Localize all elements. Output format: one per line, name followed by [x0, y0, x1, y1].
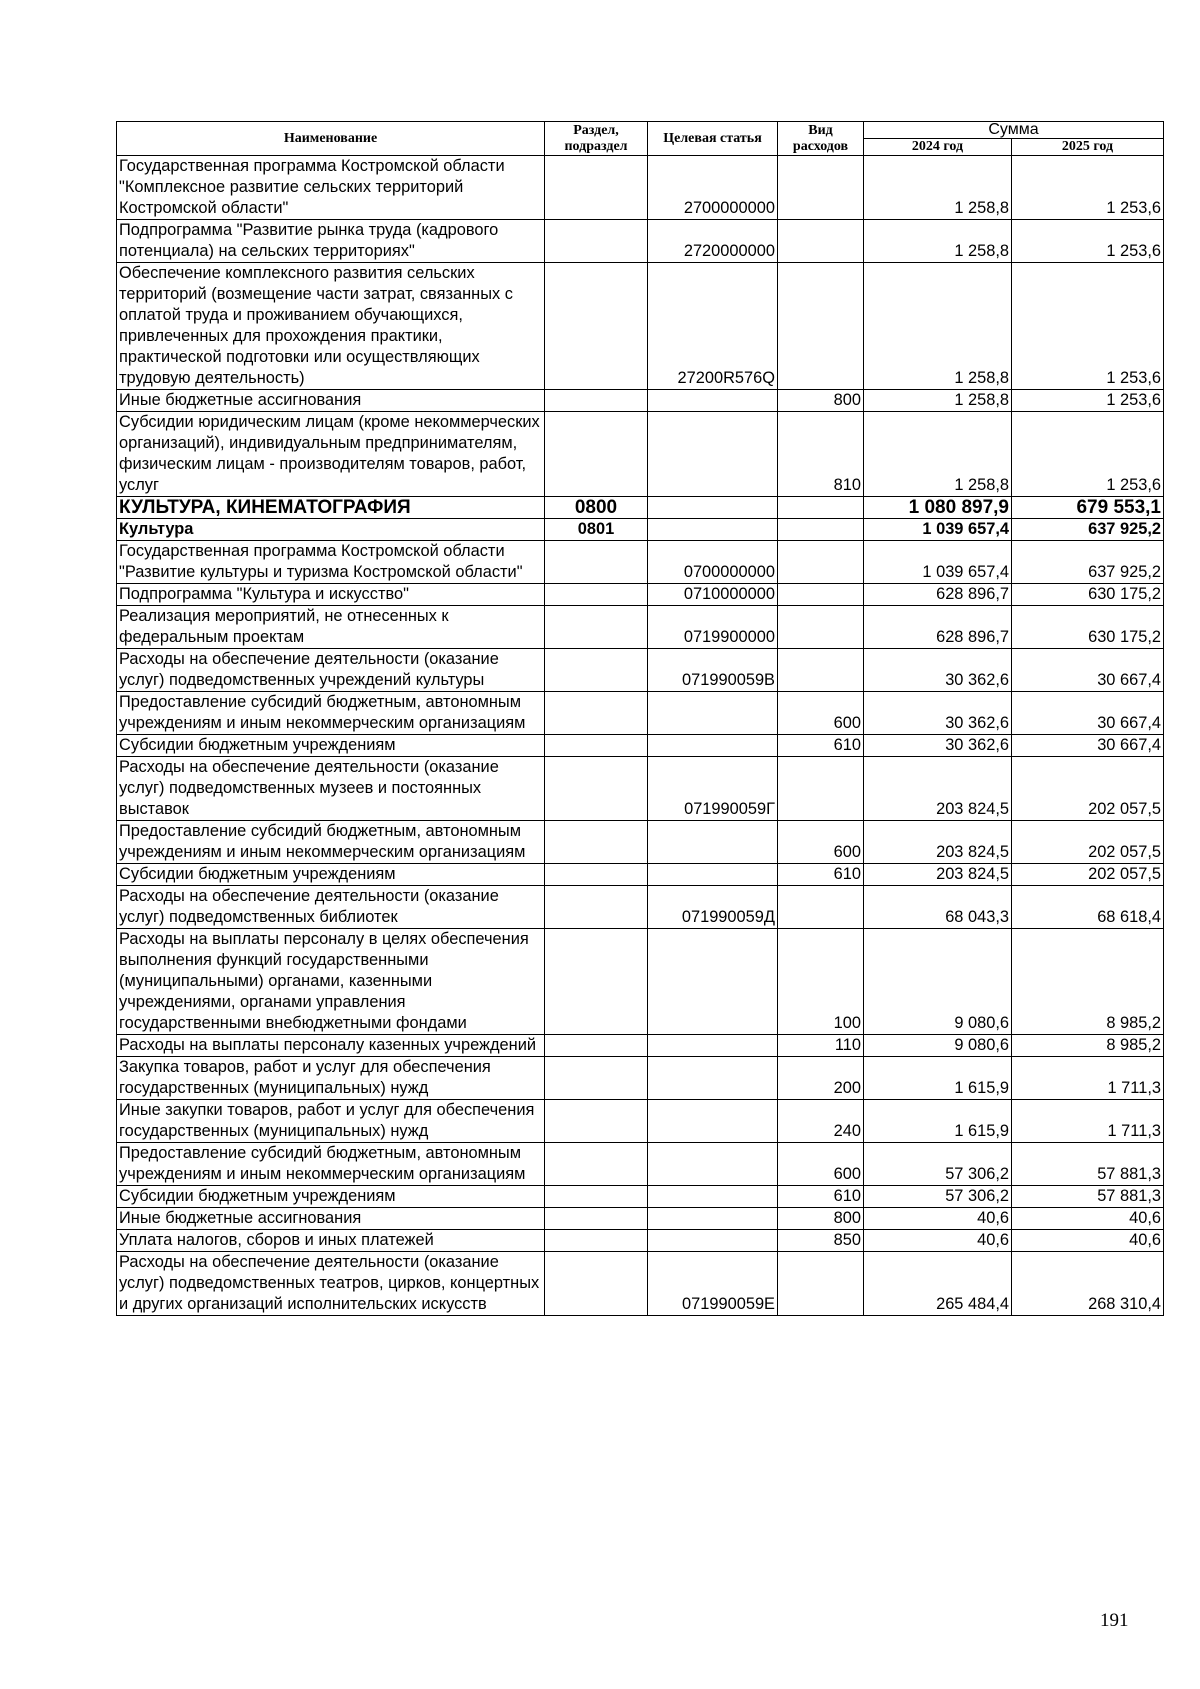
cell-kind: 100	[778, 929, 864, 1035]
table-row	[117, 412, 1164, 497]
cell-2024: 30 362,6	[864, 692, 1012, 735]
table-row	[117, 929, 1164, 1035]
cell-target	[648, 692, 778, 735]
cell-2024: 40,6	[864, 1208, 1012, 1230]
cell-2025: 637 925,2	[1012, 519, 1164, 541]
cell-name: КУЛЬТУРА, КИНЕМАТОГРАФИЯ	[117, 497, 545, 519]
cell-2025: 1 253,6	[1012, 220, 1164, 263]
cell-name: Предоставление субсидий бюджетным, автономным учреждениям и иным некоммерческим организациям	[117, 821, 545, 864]
page-number: 191	[1100, 1610, 1129, 1631]
cell-section	[545, 1252, 648, 1316]
cell-section	[545, 1100, 648, 1143]
table-row	[117, 497, 1164, 519]
cell-name: Подпрограмма "Развитие рынка труда (кадрового потенциала) на сельских территориях"	[117, 220, 545, 263]
cell-target	[648, 1208, 778, 1230]
cell-name: Субсидии бюджетным учреждениям	[117, 735, 545, 757]
cell-kind: 600	[778, 692, 864, 735]
cell-kind: 800	[778, 390, 864, 412]
cell-kind: 610	[778, 864, 864, 886]
cell-2024: 1 615,9	[864, 1057, 1012, 1100]
cell-section	[545, 692, 648, 735]
cell-name: Иные закупки товаров, работ и услуг для обеспечения государственных (муниципальных) нужд	[117, 1100, 545, 1143]
cell-2024: 203 824,5	[864, 821, 1012, 864]
cell-kind	[778, 606, 864, 649]
cell-target	[648, 821, 778, 864]
table-row	[117, 1208, 1164, 1230]
cell-kind	[778, 757, 864, 821]
header-year-2024: 2024 год	[864, 139, 1012, 156]
cell-target: 071990059В	[648, 649, 778, 692]
cell-2025: 202 057,5	[1012, 821, 1164, 864]
cell-name: Закупка товаров, работ и услуг для обеспечения государственных (муниципальных) нужд	[117, 1057, 545, 1100]
cell-2025: 8 985,2	[1012, 929, 1164, 1035]
cell-section: 0800	[545, 497, 648, 519]
cell-kind	[778, 886, 864, 929]
table-row	[117, 864, 1164, 886]
cell-kind	[778, 220, 864, 263]
cell-name: Уплата налогов, сборов и иных платежей	[117, 1230, 545, 1252]
cell-section	[545, 412, 648, 497]
cell-target	[648, 1100, 778, 1143]
cell-target: 2700000000	[648, 156, 778, 220]
cell-target: 0719900000	[648, 606, 778, 649]
table-row	[117, 541, 1164, 584]
cell-target: 071990059Г	[648, 757, 778, 821]
cell-name: Государственная программа Костромской области "Развитие культуры и туризма Костромской области"	[117, 541, 545, 584]
cell-kind	[778, 541, 864, 584]
table-row	[117, 606, 1164, 649]
cell-target	[648, 412, 778, 497]
cell-kind: 110	[778, 1035, 864, 1057]
cell-section	[545, 220, 648, 263]
cell-target: 071990059Д	[648, 886, 778, 929]
cell-target	[648, 1057, 778, 1100]
header-kind: Вид расходов	[778, 122, 864, 156]
cell-kind: 200	[778, 1057, 864, 1100]
cell-section	[545, 156, 648, 220]
cell-kind: 610	[778, 735, 864, 757]
cell-kind: 850	[778, 1230, 864, 1252]
cell-target	[648, 1186, 778, 1208]
cell-section	[545, 1186, 648, 1208]
cell-target	[648, 735, 778, 757]
cell-section: 0801	[545, 519, 648, 541]
table-row	[117, 156, 1164, 220]
cell-2025: 40,6	[1012, 1208, 1164, 1230]
cell-target	[648, 1230, 778, 1252]
cell-2025: 630 175,2	[1012, 606, 1164, 649]
table-row	[117, 220, 1164, 263]
cell-2025: 1 253,6	[1012, 412, 1164, 497]
cell-2024: 1 080 897,9	[864, 497, 1012, 519]
cell-2024: 628 896,7	[864, 584, 1012, 606]
cell-kind	[778, 497, 864, 519]
cell-2024: 40,6	[864, 1230, 1012, 1252]
cell-2025: 57 881,3	[1012, 1186, 1164, 1208]
cell-name: Расходы на обеспечение деятельности (оказание услуг) подведомственных музеев и постоянных выставок	[117, 757, 545, 821]
table-row	[117, 1186, 1164, 1208]
header-section: Раздел, подраздел	[545, 122, 648, 156]
cell-2024: 1 039 657,4	[864, 541, 1012, 584]
cell-section	[545, 1230, 648, 1252]
cell-2025: 679 553,1	[1012, 497, 1164, 519]
cell-kind	[778, 584, 864, 606]
cell-2024: 30 362,6	[864, 735, 1012, 757]
cell-2025: 630 175,2	[1012, 584, 1164, 606]
table-row	[117, 649, 1164, 692]
cell-kind	[778, 649, 864, 692]
table-row	[117, 1035, 1164, 1057]
cell-2025: 1 253,6	[1012, 263, 1164, 390]
cell-2024: 1 039 657,4	[864, 519, 1012, 541]
cell-target	[648, 1035, 778, 1057]
cell-name: Предоставление субсидий бюджетным, автономным учреждениям и иным некоммерческим организациям	[117, 1143, 545, 1186]
cell-target	[648, 390, 778, 412]
cell-section	[545, 649, 648, 692]
cell-2025: 202 057,5	[1012, 864, 1164, 886]
cell-kind: 600	[778, 821, 864, 864]
cell-target: 0700000000	[648, 541, 778, 584]
cell-2025: 30 667,4	[1012, 692, 1164, 735]
cell-kind	[778, 263, 864, 390]
cell-2024: 57 306,2	[864, 1143, 1012, 1186]
cell-target	[648, 1143, 778, 1186]
cell-2025: 40,6	[1012, 1230, 1164, 1252]
cell-2025: 637 925,2	[1012, 541, 1164, 584]
cell-target: 0710000000	[648, 584, 778, 606]
cell-2025: 1 253,6	[1012, 390, 1164, 412]
cell-kind	[778, 156, 864, 220]
cell-name: Субсидии бюджетным учреждениям	[117, 1186, 545, 1208]
cell-2024: 1 258,8	[864, 390, 1012, 412]
cell-kind: 600	[778, 1143, 864, 1186]
cell-2024: 9 080,6	[864, 929, 1012, 1035]
cell-name: Подпрограмма "Культура и искусство"	[117, 584, 545, 606]
cell-target	[648, 497, 778, 519]
cell-target: 071990059Е	[648, 1252, 778, 1316]
table-row	[117, 1252, 1164, 1316]
cell-2024: 265 484,4	[864, 1252, 1012, 1316]
cell-name: Расходы на обеспечение деятельности (оказание услуг) подведомственных театров, цирков, концертных и других организаций исполнительских искусств	[117, 1252, 545, 1316]
cell-2024: 203 824,5	[864, 864, 1012, 886]
budget-table	[116, 121, 1164, 1316]
table-row	[117, 1057, 1164, 1100]
cell-name: Государственная программа Костромской области "Комплексное развитие сельских территорий Костромской области"	[117, 156, 545, 220]
cell-name: Субсидии юридическим лицам (кроме некоммерческих организаций), индивидуальным предпринимателям, физическим лицам - производителям товаров, работ, услуг	[117, 412, 545, 497]
table-row	[117, 1100, 1164, 1143]
table-row	[117, 821, 1164, 864]
cell-kind: 800	[778, 1208, 864, 1230]
table-row	[117, 757, 1164, 821]
cell-target	[648, 929, 778, 1035]
cell-section	[545, 757, 648, 821]
cell-section	[545, 263, 648, 390]
cell-name: Расходы на обеспечение деятельности (оказание услуг) подведомственных учреждений культуры	[117, 649, 545, 692]
cell-2025: 57 881,3	[1012, 1143, 1164, 1186]
cell-kind: 240	[778, 1100, 864, 1143]
cell-2024: 1 258,8	[864, 156, 1012, 220]
table-row	[117, 1230, 1164, 1252]
cell-kind: 810	[778, 412, 864, 497]
header-name: Наименование	[117, 122, 545, 156]
cell-section	[545, 864, 648, 886]
table-row	[117, 886, 1164, 929]
cell-2025: 1 711,3	[1012, 1057, 1164, 1100]
cell-target	[648, 864, 778, 886]
cell-section	[545, 1057, 648, 1100]
cell-name: Расходы на выплаты персоналу в целях обеспечения выполнения функций государственными (муниципальными) органами, казенными учреждениями, органами управления государственными внебюджетными фондами	[117, 929, 545, 1035]
table-row	[117, 390, 1164, 412]
cell-name: Расходы на выплаты персоналу казенных учреждений	[117, 1035, 545, 1057]
cell-kind	[778, 1252, 864, 1316]
header-sum: Сумма	[864, 122, 1164, 139]
cell-2025: 268 310,4	[1012, 1252, 1164, 1316]
table-row	[117, 692, 1164, 735]
table-row	[117, 263, 1164, 390]
cell-2024: 1 258,8	[864, 263, 1012, 390]
cell-2025: 1 253,6	[1012, 156, 1164, 220]
cell-kind	[778, 519, 864, 541]
table-body	[117, 156, 1164, 1316]
table-row	[117, 735, 1164, 757]
cell-2025: 68 618,4	[1012, 886, 1164, 929]
cell-2024: 203 824,5	[864, 757, 1012, 821]
cell-section	[545, 821, 648, 864]
cell-name: Иные бюджетные ассигнования	[117, 1208, 545, 1230]
cell-2024: 30 362,6	[864, 649, 1012, 692]
cell-section	[545, 735, 648, 757]
cell-2024: 1 258,8	[864, 220, 1012, 263]
table-row	[117, 1143, 1164, 1186]
cell-name: Расходы на обеспечение деятельности (оказание услуг) подведомственных библиотек	[117, 886, 545, 929]
cell-section	[545, 390, 648, 412]
cell-section	[545, 541, 648, 584]
cell-section	[545, 886, 648, 929]
cell-section	[545, 1208, 648, 1230]
cell-kind: 610	[778, 1186, 864, 1208]
cell-target: 27200R576Q	[648, 263, 778, 390]
header-year-2025: 2025 год	[1012, 139, 1164, 156]
cell-2024: 628 896,7	[864, 606, 1012, 649]
cell-name: Субсидии бюджетным учреждениям	[117, 864, 545, 886]
cell-name: Обеспечение комплексного развития сельских территорий (возмещение части затрат, связанных с оплатой труда и проживанием обучающихся, привлеченных для прохождения практики, практической подготовки или осуществляющих трудовую деятельность)	[117, 263, 545, 390]
cell-section	[545, 1143, 648, 1186]
cell-section	[545, 929, 648, 1035]
cell-section	[545, 1035, 648, 1057]
cell-2025: 30 667,4	[1012, 735, 1164, 757]
cell-2024: 68 043,3	[864, 886, 1012, 929]
cell-2024: 57 306,2	[864, 1186, 1012, 1208]
cell-2025: 202 057,5	[1012, 757, 1164, 821]
cell-2025: 8 985,2	[1012, 1035, 1164, 1057]
cell-section	[545, 606, 648, 649]
cell-target	[648, 519, 778, 541]
cell-2025: 1 711,3	[1012, 1100, 1164, 1143]
cell-name: Иные бюджетные ассигнования	[117, 390, 545, 412]
table-row	[117, 519, 1164, 541]
table-row	[117, 584, 1164, 606]
header-target: Целевая статья	[648, 122, 778, 156]
cell-2024: 1 258,8	[864, 412, 1012, 497]
cell-2024: 9 080,6	[864, 1035, 1012, 1057]
cell-name: Реализация мероприятий, не отнесенных к федеральным проектам	[117, 606, 545, 649]
cell-name: Предоставление субсидий бюджетным, автономным учреждениям и иным некоммерческим организациям	[117, 692, 545, 735]
cell-target: 2720000000	[648, 220, 778, 263]
cell-2024: 1 615,9	[864, 1100, 1012, 1143]
cell-2025: 30 667,4	[1012, 649, 1164, 692]
cell-name: Культура	[117, 519, 545, 541]
cell-section	[545, 584, 648, 606]
